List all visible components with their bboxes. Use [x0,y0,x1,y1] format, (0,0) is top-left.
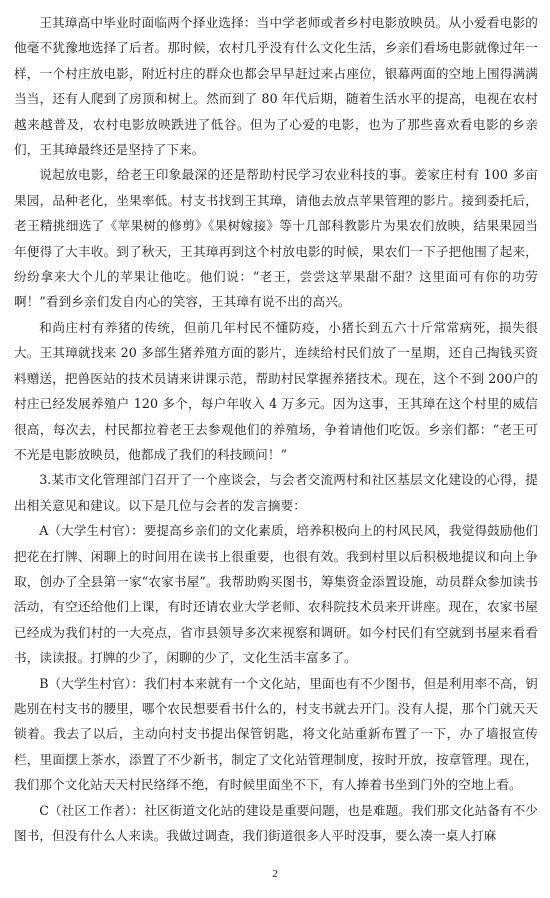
paragraph-speaker-a: A（大学生村官）：要提高乡亲们的文化素质，培养积极向上的村风民风，我觉得鼓励他们把花在打牌、闲聊上的时间用在读书上很重要，也很有效。我到村里以后积极地提议和向上争取，创办了全县第一家“农家书屋”。我帮助购买图书，筹集资金添置设施，动员群众参加读书活动，有空还给他们上课，有时还请农业大学老师、农科院技术员来开讲座。现在，农家书屋已经成为我们村的一大亮点，省市县领导多次来视察和调研。如今村民们有空就到书屋来看看书，读读报。打牌的少了，闲聊的少了，文化生活丰富多了。 [14,523,538,666]
paragraph-apple-orchard-story: 说起放电影，给老王印象最深的还是帮助村民学习农业科技的事。姜家庄村有 100 多亩果园，品种老化，坐果率低。村支书找到王其璋，请他去放点苹果管理的影片。接到委托后，老王精挑细选了《苹果树的修剪》《果树嫁接》等十几部科教影片为果农们放映，结果果园当年便得了大丰收。到了秋天，王其璋再到这个村放电影的时候，果农们一下子把他围了起来，纷纷拿来大个儿的苹果让他吃。他们说：“老王，尝尝这苹果甜不甜？这里面可有你的功劳啊！”看到乡亲们发自内心的笑容，王其璋有说不出的高兴。 [14,167,538,310]
paragraph-film-projectionist-intro: 王其璋高中毕业时面临两个择业选择：当中学老师或者乡村电影放映员。从小爱看电影的他毫不犹豫地选择了后者。那时候，农村几乎没有什么文化生活，乡亲们看场电影就像过年一样，一个村庄放电影，附近村庄的群众也都会早早赶过来占座位，银幕两面的空地上围得满满当当，还有人爬到了房顶和树上。然而到了 80 年代后期，随着生活水平的提高，电视在农村越来越普及，农村电影放映跌进了低谷。但为了心爱的电影，也为了那些喜欢看电影的乡亲们，王其璋最终还是坚持了下来。 [14,15,538,158]
page-number: 2 [272,868,278,880]
paragraph-speaker-b: B（大学生村官）：我们村本来就有一个文化站，里面也有不少图书，但是利用率不高，钥匙别在村支书的腰里，哪个农民想要看书什么的，村支书就去开门。没有人提，那个门就天天锁着。我去了以后，主动向村支书提出保管钥匙，将文化站重新布置了一下，办了墙报宣传栏，里面摆上茶水，添置了不少新书，制定了文化站管理制度，按时开放，按章管理。现在，我们那个文化站天天村民络绎不绝，有时候里面坐不下，有人捧着书坐到门外的空地上看。 [14,675,538,793]
paragraph-speaker-c: C（社区工作者）：社区街道文化站的建设是重要问题，也是难题。我们那文化站备有不少图书，但没有什么人来读。我做过调查，我们街道很多人平时没事，要么凑一桌人打麻 [14,802,538,843]
paragraph-pig-farming-story: 和尚庄村有养猪的传统，但前几年村民不懂防疫，小猪长到五六十斤常常病死，损失很大。王其璋就找来 20 多部生猪养殖方面的影片，连续给村民们放了一星期，还自己掏钱买资料赠送，把兽医站的技术员请来讲课示范，帮助村民掌握养猪技术。现在，这个不到 200户的村庄已经发展养殖户 120 多个，每户年收入 4 万多元。因为这事，王其璋在这个村里的威信很高，每次去，村民都拉着老王去参观他们的养殖场，争着请他们吃饭。乡亲们都：“老王可不光是电影放映员，他都成了我们的科技顾问！” [14,319,538,462]
paragraph-question-3-prompt: 3.某市文化管理部门召开了一个座谈会，与会者交流两村和社区基层文化建设的心得，提出相关意见和建议。以下是几位与会者的发言摘要： [14,472,538,513]
document-page [14,10,538,848]
